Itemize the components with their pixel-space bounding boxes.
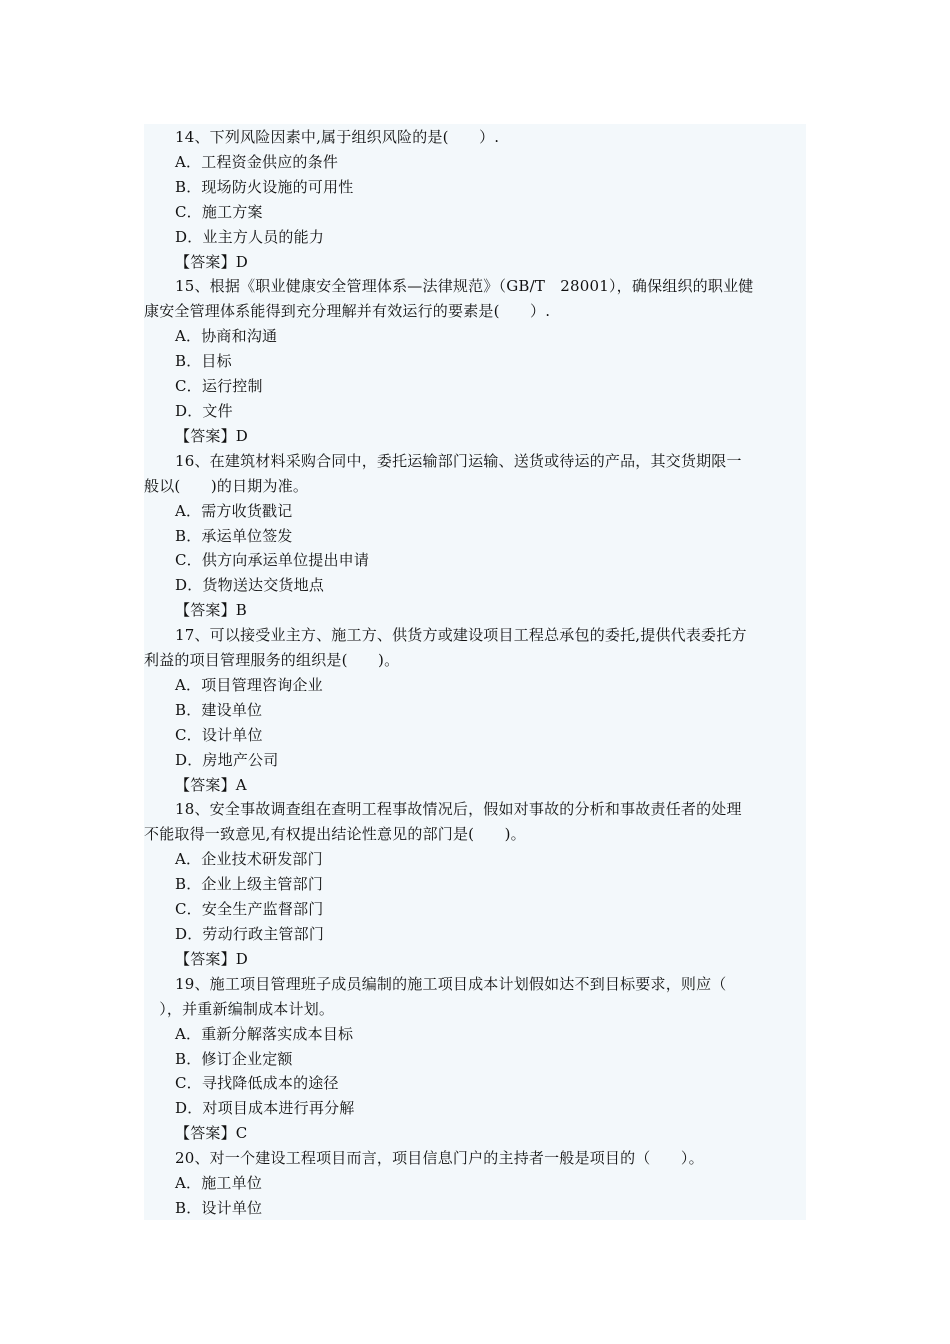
option-d: D．业主方人员的能力 (175, 227, 325, 246)
option-a: A．重新分解落实成本目标 (175, 1024, 354, 1043)
option-a: A．需方收货戳记 (175, 501, 293, 520)
option-c: C．安全生产监督部门 (175, 900, 324, 919)
answer: 【答案】D (175, 426, 249, 445)
question-text-continued: 般以( )的日期为准。 (144, 476, 309, 495)
question-text: 19、施工项目管理班子成员编制的施工项目成本计划假如达不到目标要求，则应（ (175, 974, 727, 993)
option-d: D．房地产公司 (175, 750, 279, 769)
question-text: 18、安全事故调查组在查明工程事故情况后，假如对事故的分析和事故责任者的处理 (175, 800, 742, 819)
option-b: B．修订企业定额 (175, 1049, 293, 1068)
option-b: B．建设单位 (175, 700, 263, 719)
question-15 (144, 274, 806, 448)
question-text: 20、对一个建设工程项目而言，项目信息门户的主持者一般是项目的（ ）。 (175, 1149, 704, 1168)
question-text-continued: 利益的项目管理服务的组织是( )。 (144, 651, 400, 670)
option-d: D．对项目成本进行再分解 (175, 1099, 355, 1118)
option-b: B．承运单位签发 (175, 526, 293, 545)
question-text: 16、在建筑材料采购合同中，委托运输部门运输、送货或待运的产品，其交货期限一 (175, 451, 742, 470)
option-a: A．工程资金供应的条件 (175, 152, 339, 171)
option-c: C．寻找降低成本的途径 (175, 1074, 339, 1093)
answer: 【答案】A (175, 775, 247, 794)
question-text: 14、下列风险因素中,属于组织风险的是( ）. (175, 128, 500, 146)
option-a: A．协商和沟通 (175, 327, 278, 346)
option-c: C．运行控制 (175, 377, 263, 396)
option-c: C．供方向承运单位提出申请 (175, 551, 370, 570)
option-b: B．设计单位 (175, 1198, 263, 1217)
option-b: B．现场防火设施的可用性 (175, 177, 354, 196)
document-page (144, 124, 806, 1220)
question-14 (144, 125, 806, 274)
question-text: 17、可以接受业主方、施工方、供货方或建设项目工程总承包的委托,提供代表委托方 (175, 626, 747, 645)
answer: 【答案】D (175, 949, 249, 968)
question-16 (144, 449, 806, 623)
question-text-continued: ），并重新编制成本计划。 (144, 999, 335, 1018)
question-text-continued: 康安全管理体系能得到充分理解并有效运行的要素是( ）. (144, 302, 551, 321)
option-b: B．企业上级主管部门 (175, 875, 324, 894)
answer: 【答案】C (175, 1124, 248, 1143)
option-d: D．文件 (175, 401, 233, 420)
question-20 (144, 1146, 806, 1221)
question-18 (144, 797, 806, 971)
question-text-continued: 不能取得一致意见,有权提出结论性意见的部门是( )。 (144, 825, 526, 844)
option-a: A．企业技术研发部门 (175, 850, 323, 869)
option-c: C．施工方案 (175, 202, 263, 221)
question-17 (144, 623, 806, 797)
option-a: A．项目管理咨询企业 (175, 675, 323, 694)
option-a: A．施工单位 (175, 1174, 263, 1193)
question-text: 15、根据《职业健康安全管理体系—法律规范》（GB/T 28001），确保组织的职业健 (175, 277, 754, 296)
option-d: D．劳动行政主管部门 (175, 925, 325, 943)
answer: 【答案】D (175, 252, 249, 271)
option-b: B．目标 (175, 352, 232, 371)
question-19 (144, 972, 806, 1146)
option-d: D．货物送达交货地点 (175, 576, 325, 595)
answer: 【答案】B (175, 601, 248, 620)
question-list (144, 124, 806, 1221)
option-c: C．设计单位 (175, 725, 263, 744)
